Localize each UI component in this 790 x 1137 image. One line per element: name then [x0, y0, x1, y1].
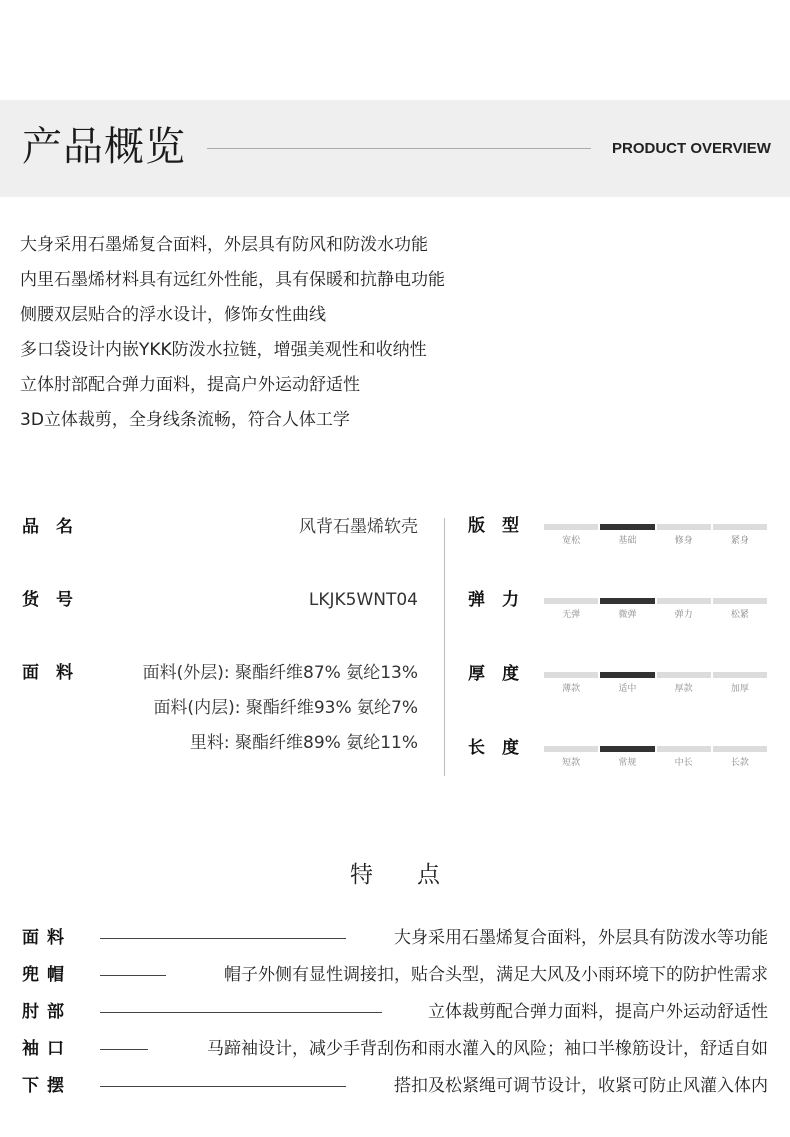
feature-label: 下摆: [22, 1076, 72, 1096]
feature-text: 搭扣及松紧绳可调节设计，收紧可防止风灌入体内: [394, 1076, 768, 1096]
overview-header: [0, 100, 790, 197]
scale-tick: 松紧: [730, 610, 749, 620]
scale-tick: 弹力: [674, 610, 693, 620]
feature-label: 袖口: [22, 1039, 72, 1059]
page-title: 产品概览: [22, 124, 186, 170]
scale-tick: 短款: [562, 758, 581, 768]
feature-text: 马蹄袖设计，减少手背刮伤和雨水灌入的风险；袖口半橡筋设计，舒适自如: [207, 1039, 768, 1059]
scale-segment: [544, 598, 598, 604]
intro-line: 3D立体裁剪，全身线条流畅，符合人体工学: [20, 410, 350, 430]
intro-line: 侧腰双层贴合的浮水设计，修饰女性曲线: [20, 305, 326, 325]
feature-leader-line: [100, 1049, 148, 1050]
header-divider: [207, 148, 591, 149]
scale-tick: 长款: [730, 758, 749, 768]
scale-segment: [544, 746, 598, 752]
intro-line: 多口袋设计内嵌YKK防泼水拉链，增强美观性和收纳性: [20, 340, 427, 360]
scale-tick: 适中: [618, 684, 637, 694]
feature-label: 兜帽: [22, 965, 72, 985]
scale-segment: [713, 524, 767, 530]
fabric-inner: 面料(内层): 聚酯纤维93% 氨纶7%: [153, 698, 418, 718]
spec-label-name: 品 名: [22, 517, 73, 537]
scale-tick: 常规: [618, 758, 637, 768]
page-subtitle-en: PRODUCT OVERVIEW: [612, 140, 771, 157]
scale-label: 版 型: [468, 516, 519, 536]
scale-tick: 基础: [618, 536, 637, 546]
feature-leader-line: [100, 938, 346, 939]
scale-bar: [544, 746, 767, 752]
feature-row: [22, 1031, 768, 1067]
scale-tick: 宽松: [562, 536, 581, 546]
intro-line: 立体肘部配合弹力面料，提高户外运动舒适性: [20, 375, 360, 395]
feature-label: 肘部: [22, 1002, 72, 1022]
spec-value-name: 风背石墨烯软壳: [299, 517, 418, 537]
scale-segment: [544, 672, 598, 678]
features-title: 特点: [350, 862, 484, 888]
feature-leader-line: [100, 1086, 346, 1087]
scale-tick: 加厚: [730, 684, 749, 694]
spec-label-sku: 货 号: [22, 590, 73, 610]
scale-segment: [657, 746, 711, 752]
spec-value-sku: LKJK5WNT04: [308, 590, 418, 610]
intro-line: 大身采用石墨烯复合面料，外层具有防风和防泼水功能: [20, 235, 428, 255]
scale-ticks: [544, 756, 767, 770]
scale-tick: 无弹: [562, 610, 581, 620]
scale-segment: [544, 524, 598, 530]
scale-segment: [657, 598, 711, 604]
scale-segment: [657, 524, 711, 530]
scale-tick: 修身: [674, 536, 693, 546]
scale-ticks: [544, 682, 767, 696]
feature-leader-line: [100, 975, 166, 976]
scale-segment: [657, 672, 711, 678]
scale-segment: [600, 598, 654, 604]
scale-label: 长 度: [468, 738, 519, 758]
scale-segment: [600, 524, 654, 530]
scale-tick: 厚款: [674, 684, 693, 694]
spec-value-fabric: [143, 656, 418, 761]
scale-tick: 微弹: [618, 610, 637, 620]
scale-bar: [544, 672, 767, 678]
intro-list: [20, 228, 445, 438]
scale-tick: 中长: [674, 758, 693, 768]
fabric-outer: 面料(外层): 聚酯纤维87% 氨纶13%: [142, 663, 418, 683]
feature-row: [22, 957, 768, 993]
feature-row: [22, 1068, 768, 1104]
scale-segment: [600, 672, 654, 678]
feature-row: [22, 920, 768, 956]
feature-row: [22, 994, 768, 1030]
scale-segment: [713, 746, 767, 752]
feature-leader-line: [100, 1012, 382, 1013]
scale-segment: [600, 746, 654, 752]
scale-ticks: [544, 534, 767, 548]
scale-tick: 薄款: [562, 684, 581, 694]
scale-bar: [544, 598, 767, 604]
fabric-lining: 里料: 聚酯纤维89% 氨纶11%: [189, 733, 418, 753]
scale-label: 厚 度: [468, 664, 519, 684]
spec-divider: [444, 518, 445, 776]
intro-line: 内里石墨烯材料具有远红外性能，具有保暖和抗静电功能: [20, 270, 445, 290]
scale-bar: [544, 524, 767, 530]
spec-label-fabric: 面 料: [22, 663, 73, 683]
scale-ticks: [544, 608, 767, 622]
scale-label: 弹 力: [468, 590, 519, 610]
scale-segment: [713, 672, 767, 678]
feature-text: 大身采用石墨烯复合面料，外层具有防泼水等功能: [394, 928, 768, 948]
scale-segment: [713, 598, 767, 604]
feature-label: 面料: [22, 928, 72, 948]
scale-tick: 紧身: [730, 536, 749, 546]
feature-text: 帽子外侧有显性调接扣，贴合头型，满足大风及小雨环境下的防护性需求: [224, 965, 768, 985]
feature-text: 立体裁剪配合弹力面料，提高户外运动舒适性: [428, 1002, 768, 1022]
